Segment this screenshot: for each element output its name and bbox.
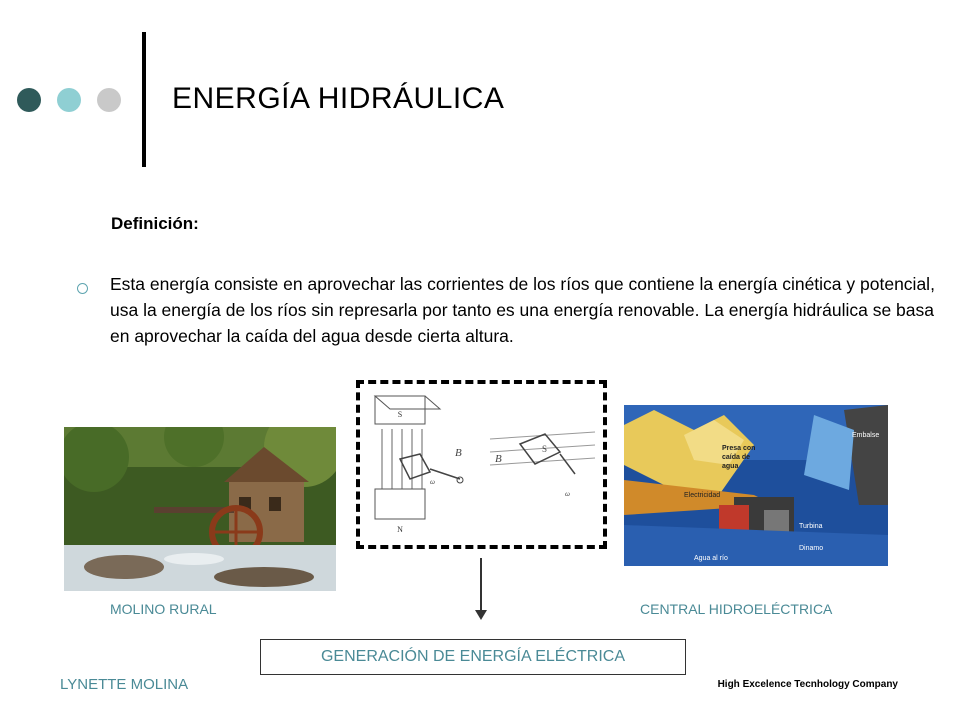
definition-label: Definición:	[111, 214, 199, 233]
generation-label: GENERACIÓN DE ENERGÍA ELÉCTRICA	[320, 648, 626, 665]
label-embalse: Embalse	[852, 432, 880, 439]
caption-molino: MOLINO RURAL	[110, 601, 217, 617]
arrow-line	[480, 558, 482, 612]
hydro-plant-image	[624, 405, 888, 566]
bullet-icon	[77, 283, 88, 294]
magnet-n-label: N	[397, 525, 403, 534]
label-dinamo: Dinamo	[799, 545, 824, 552]
omega-label-1: ω	[430, 478, 435, 486]
slide-title: ENERGÍA HIDRÁULICA	[172, 82, 505, 115]
author-name: LYNETTE MOLINA	[60, 676, 189, 693]
generator-diagram-frame	[356, 380, 607, 549]
generator-diagram	[360, 384, 603, 545]
field-b-label-1: B	[455, 447, 462, 459]
magnet-s-label-2: S	[542, 444, 548, 454]
definition-paragraph: Esta energía consiste en aprovechar las corrientes de los ríos que contiene la energía cinética y potencial, usa la energía de los ríos sin represarla por tanto es una energía renovable. La energía hidráulica se basa en aprovechar la caída del agua desde cierta altura.	[110, 274, 935, 346]
label-presa-1: Presa con	[722, 445, 756, 452]
decor-dot-dark	[17, 88, 41, 112]
watermill-image	[64, 427, 336, 591]
magnet-s-label: S	[397, 410, 403, 419]
label-presa-2: caída de	[722, 454, 751, 461]
omega-label-2: ω	[565, 490, 570, 498]
decor-dot-teal	[57, 88, 81, 112]
caption-central: CENTRAL HIDROELÉCTRICA	[640, 601, 833, 617]
decor-dot-gray	[97, 88, 121, 112]
label-turbina: Turbina	[799, 523, 823, 530]
title-divider	[142, 32, 146, 167]
label-agua-rio: Agua al río	[694, 555, 728, 562]
field-b-label-2: B	[495, 453, 502, 465]
generation-box	[260, 639, 686, 675]
label-presa-3: agua	[722, 463, 739, 470]
company-name: High Excelence Tecnhology Company	[717, 679, 898, 690]
arrow-down-icon	[475, 610, 487, 620]
label-electricidad: Electricidad	[684, 492, 721, 499]
